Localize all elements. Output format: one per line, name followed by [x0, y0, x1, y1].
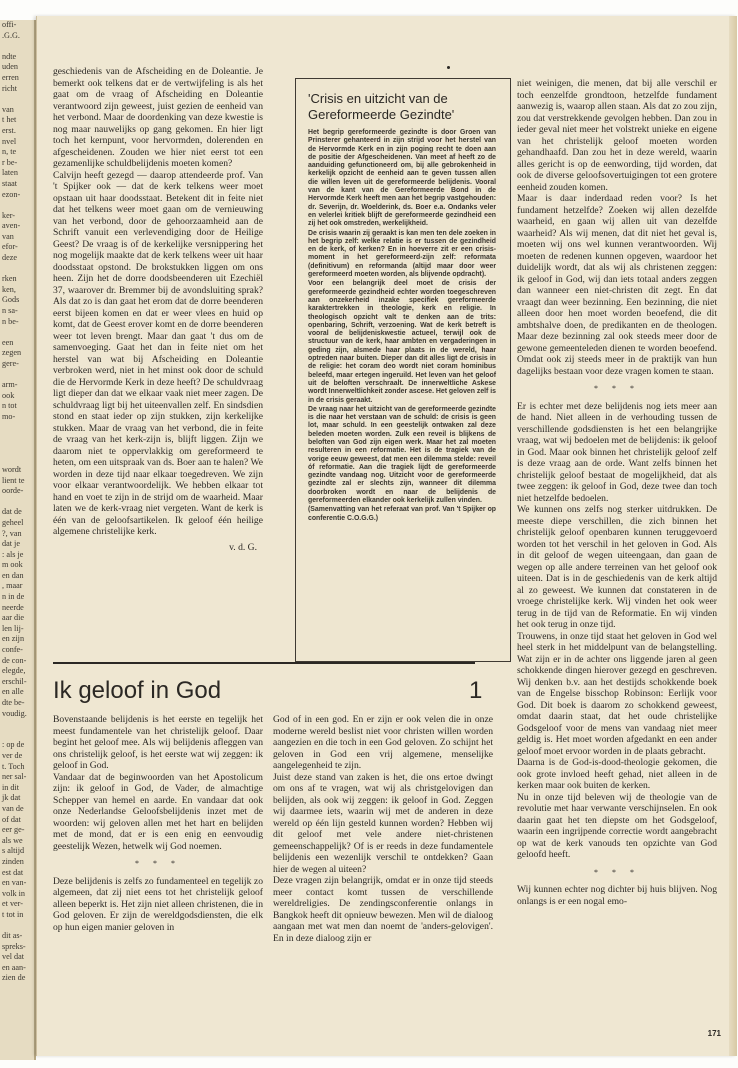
edge-fragment: zinden — [2, 856, 24, 866]
edge-fragment: als we — [2, 835, 23, 845]
article-left-a — [53, 714, 263, 852]
box-body — [308, 129, 496, 523]
edge-fragment: nvel — [2, 136, 17, 146]
edge-fragment: t tot in — [2, 909, 24, 919]
edge-fragment: Gods — [2, 295, 20, 305]
edge-fragment: n tot — [2, 401, 17, 411]
edge-fragment — [0, 719, 34, 730]
paragraph: Trouwens, in onze tijd staat het geloven in God wel heel sterk in het middelpunt van de belangstelling. Wat zijn er in de achter ons liggende jaren al geen schokkende dingen hierover gezegd en geschreven. Wij denken b.v. aan het destijds schokkende boek van de Engelse bisschop Robinson: Eerlijk voor God. Dit boek is daarom zo schokkend geweest, omdat daarin staat, dat het oude christelijke Godsgeloof voor de mens van vandaag niet meer geldig is. Het moet worden afgedankt en een ander geloof moet ervoor worden in de plaats gebracht. — [517, 630, 717, 757]
col1-paragraphs — [53, 66, 263, 538]
edge-fragment: dat je — [2, 539, 20, 549]
paragraph: Juist deze stand van zaken is het, die ons ertoe dwingt om ons af te vragen, wat wij als christgelovigen dan belijden, als ook wij zeggen: ik geloof in God. Zeggen wij daarmee iets, waarin wij met de anderen in deze wereld op één lijn gesteld kunnen worden? Hebben wij dit geloof met vele andere niet-christenen gemeenschappelijk? Of is er reeds in deze fundamentele belijdenis een wezenlijk verschil te ontdekken? Gaan hier de wegen al uiteen? — [273, 771, 493, 875]
edge-fragment — [0, 444, 34, 455]
box-paragraph: De crisis waarin zij geraakt is kan men ten dele zoeken in het begrip zelf: welke relatie is er tussen de gezindheid en de kerk, of kerken? En in hoeverre zit er een crisis-moment in het gereformeerd-zijn zelf: reformata (definitivum) en reformanda (altijd maar door weer gereformeerd moeten worden, als blijvende opdracht). — [308, 229, 496, 279]
edge-fragment: elegde, — [2, 666, 26, 676]
article-headline: Ik geloof in God — [53, 677, 222, 704]
edge-fragment: in dit — [2, 782, 20, 792]
edge-fragment: arm- — [2, 380, 18, 390]
edge-fragment: richt — [2, 83, 18, 93]
edge-fragment: van de — [2, 803, 24, 813]
edge-fragment: zien de — [2, 973, 26, 983]
edge-fragment: ner sal- — [2, 772, 27, 782]
edge-fragment — [0, 264, 34, 275]
col3-paragraphs-b — [517, 401, 717, 861]
summary-box — [295, 78, 511, 662]
box-paragraph: Voor een belangrijk deel moet de crisis der gereformeerde gezindheid echter worden toegeschreven aan onzekerheid inzake specifiek gereformeerde karaktertrekken in theologie, kerk en religie. In theologisch opzicht valt te denken aan de trits: openbaring, Schrift, verzoening. Wat de kerk betreft is vooral de belijdeniskwestie actueel, terwijl ook de structuur van de kerk, haar ambten en vergaderingen in geding zijn, alsmede haar plaats in de wereld, haar optreden naar buiten. Dieper dan dit alles ligt de crisis in de religie: het coram deo wordt niet coram hominibus beleefd, maar ertegen ingeruild. Het leven van het geloof uit de beloften verschraalt. De innerweltliche Askese wordt Innerweltlichkeit zonder ascese. Het geloven zelf is in de crisis geraakt. — [308, 280, 497, 404]
edge-fragment: ver de — [2, 750, 23, 760]
edge-fragment: lient te — [2, 475, 25, 485]
edge-fragment: een — [2, 337, 14, 347]
print-dot — [447, 66, 450, 69]
edge-fragment — [0, 423, 34, 434]
paragraph: Deze vragen zijn belangrijk, omdat er in onze tijd steeds meer contact komt tussen de verschillende wereldreligies. De zendingsconferentie onlangs in Bangkok heeft dit opnieuw bewezen. Men wil de dialoog aangaan met wat men dan noemt de 'anders-gelovigen'. En in deze dialoog zijn er — [273, 875, 493, 944]
edge-fragment: en alle — [2, 687, 24, 697]
col3-paragraphs-c — [517, 884, 717, 907]
edge-fragment: eer ge- — [2, 825, 25, 835]
article-column-left — [53, 714, 263, 1044]
edge-fragment: uden — [2, 62, 18, 72]
paragraph: Nu in onze tijd beleven wij de theologie van de revolutie met haar verwante verschijnselen. En ook daarin gaat het ten diepste om het Godsgeloof, waarin een ingrijpende correctie wordt aangebracht op wat de kerk vanouds ten opzichte van God geloofd heeft. — [517, 791, 717, 860]
paragraph: Calvijn heeft gezegd — daarop attendeerde prof. Van 't Spijker ook — dat de kerk telkens weer moet opstaan uit haar doodsstaat. Betekent dit in feite niet dat het telkens weer moet gaan om de vernieuwing van het verbond, door de gehoorzaamheid aan de Schrift vanuit een verlevendiging door de Heilige Geest? De vraag is of de kerkelijke versnippering het nog mogelijk maakte dat de kerk telkens weer uit haar doodsstaat opstond. De brokstukken liggen om ons heen. Zijn het de dorre doodsbeenderen uit Ezechiël 37, waarover dr. Bremmer bij de avondsluiting sprak? Als dat zo is dan gaat het erom dat de dorre beenderen eerst bijeen komen en dat er weer vlees en huid op komt, dat de Geest erover komt en de dorre beenderen weer tot leven brengt. Maar dan gaat 't dus om de samenvoeging. Gaat het dan in feite niet om het herstel van wat bij Afscheiding en Doleantie verbroken werd, niet in het minst ook door de schuld die de Hervormde Kerk in deze heeft? De schuldvraag ligt dieper dan dat we elkaar vaak niet meer zagen. De schuldvraag ligt bij het uiteenvallen zelf. En sindsdien stond en staat ieder op zijn stukken, zijn kerkelijke stukken. Maar de vraag van het verbond, die in feite de vraag van het kerk-zijn is, blijft liggen. Zijn we daarom niet te oppervlakkig om gereformeerd te heten, om een uitspraak van ds. Boer aan te halen? We worden in deze tijd naar elkaar toegedreven. We zijn voor elkaar verantwoordelijk. We hebben elkaar tot hand en voet te zijn in de strijd om de waarheid. Maar laten we de kerk-vraag niet vergeten. Want de kerk is één van de geloofsartikelen. Ik geloof één heilige algemene christelijke kerk. — [53, 169, 263, 537]
edge-fragment: en aan- — [2, 962, 26, 972]
edge-fragment: s altijd — [2, 846, 25, 856]
paragraph: Vandaar dat de beginwoorden van het Apostolicum zijn: ik geloof in God, de Vader, de almachtige Schepper van hemel en aarde. En vandaar dat ook onze Nederlandse Geloofsbelijdenis inzet met de woorden: wij geloven allen met het hart en belijden met de mond, dat er is een enig en eenvoudig geestelijk Wezen, hetwelk wij God noemen. — [53, 771, 263, 852]
edge-fragment: erschil- — [2, 676, 27, 686]
paragraph: Wij kunnen echter nog dichter bij huis blijven. Nog onlangs is er een nogal emo- — [517, 884, 717, 907]
column-1 — [53, 66, 263, 666]
edge-fragment: wordt — [2, 464, 22, 474]
left-page-edge — [0, 20, 36, 1060]
edge-fragment: voudig. — [2, 708, 27, 718]
edge-fragment: n in de — [2, 592, 25, 602]
edge-fragment: laten — [2, 168, 18, 178]
box-paragraph: (Samenvatting van het referaat van prof. Van 't Spijker op conferentie C.O.G.G.) — [308, 506, 496, 522]
edge-fragment: et ver- — [2, 899, 23, 909]
section-separator: * * * — [594, 384, 640, 393]
edge-fragment: dat de — [2, 507, 22, 517]
edge-fragment: m ook — [2, 560, 23, 570]
edge-fragment: dit as- — [2, 931, 23, 941]
box-title: 'Crisis en uitzicht van de Gereformeerde Gezindte' — [308, 91, 455, 122]
edge-fragment: confe- — [2, 645, 23, 655]
edge-fragment — [0, 200, 34, 211]
paragraph: We kunnen ons zelfs nog sterker uitdrukken. De meeste diepe verschillen, die zich binnen het christelijk geloof openbaren kunnen teruggevoerd worden tot het verschil in het geloven in God. Als in dit geloof de wegen uiteengaan, dan gaan de wegen op alle andere terreinen van het geloof ook uiteen. Dat is in de geschiedenis van de kerk altijd al zo geweest. We kunnen dat constateren in de vroege christelijke kerk. Wij vinden het ook weer terug in de tijd van de Reformatie. En wij vinden het ook terug in onze tijd. — [517, 504, 717, 630]
section-separator-2: * * * — [594, 867, 640, 877]
paragraph: Daarna is de God-is-dood-theologie gekomen, die ook grote invloed heeft gehad, niet alleen in de kerken maar ook buiten de kerken. — [517, 757, 717, 791]
edge-fragment: of dat — [2, 814, 21, 824]
edge-fragment — [0, 497, 34, 508]
edge-fragment: est dat — [2, 867, 24, 877]
edge-fragment: ndte — [2, 51, 17, 61]
edge-fragment: spreks- — [2, 941, 26, 951]
article-separator: * * * — [135, 859, 181, 868]
article-left-b — [53, 876, 263, 934]
edge-fragment: volk in — [2, 888, 25, 898]
edge-fragment: rken — [2, 274, 17, 284]
edge-fragment: van — [2, 104, 14, 114]
edge-fragment: erren — [2, 72, 19, 82]
paragraph: geschiedenis van de Afscheiding en de Doleantie. Je bemerkt ook telkens dat er de vertwijfeling is als het gaat om de vraag of Afscheiding en Doleantie verantwoord zijn geweest, juist gezien de eenheid van het verbond. Maar de doordenking van deze kwestie is nog maar nauwelijks op gang gekomen. En hier ligt toch het kernpunt, voor hervormden, dolerenden en afgescheidenen. Zouden we hier niet eerst tot een gezamenlijke schuldbelijdenis moeten komen? — [53, 66, 263, 169]
paragraph: Maar is daar inderdaad reden voor? Is het fundament hetzelfde? Zoeken wij allen dezelfde waarheid, en gaan wij allen uit van dezelfde waarheid? Als wij menen, dat dit niet het geval is, moeten wij ons wel kunnen verantwoorden. Wij moeten de redenen kunnen opgeven, waardoor het duidelijk wordt, dat als wij als christenen zeggen: ik geloof in God, wij dan iets totaal anders zeggen dan wanneer een niet-christen dit zegt. En dat vraagt dan weer bezinning. Een bezinning, die niet alleen door hen moet worden beoefend, die dit ambtshalve doen, de predikanten en de theologen. Maar deze bezinning zal ook steeds meer door de gewone gemeenteleden dienen te worden beoefend. Omdat ook zij steeds meer in de praktijk van hun dagelijks bestaan voor deze vragen komen te staan. — [517, 193, 717, 377]
paragraph: God of in een god. En er zijn er ook velen die in onze moderne wereld beslist niet voor christen willen worden aangezien en die toch in een God geloven. Zo schijnt het geloven in God een vrij algemene, menselijke aangelegenheid te zijn. — [273, 714, 493, 771]
edge-fragment — [0, 370, 34, 381]
article-number: 1 — [469, 677, 483, 704]
edge-fragment: efor- — [2, 242, 18, 252]
edge-fragment: n be- — [2, 316, 19, 326]
page-spine — [729, 16, 737, 1056]
edge-fragment: ken, — [2, 284, 16, 294]
edge-fragment — [0, 41, 34, 52]
paragraph: Deze belijdenis is zelfs zo fundamenteel en tegelijk zo algemeen, dat zij niet eens tot het christelijk geloof alleen beperkt is. Het zijn niet alleen christenen, die in God geloven. Er zijn de wereldgodsdiensten, die elk op hun eigen manier geloven in — [53, 875, 263, 933]
edge-fragment: n sa- — [2, 306, 18, 316]
article-rule — [53, 662, 475, 664]
edge-fragment: van — [2, 231, 14, 241]
edge-fragment: en zijn — [2, 634, 25, 644]
box-paragraph: De vraag naar het uitzicht van de gereformeerde gezindte is die naar het verstaan van de schuld: de crisis is geen lot, maar schuld. In een geestelijk ontwaken zal deze beleden moeten worden. Zulk een reveil is blijkens de beloften van God zijn eigen werk. Maar het zal moeten resulteren in een reformatie. Het is de tragiek van de vorige eeuw geweest, dat men een dilemma stelde: reveil óf reformatie. Aan die tragiek lijdt de gereformeerde gezindte vandaag nog. Uitzicht voor de gereformeerde gezindte zal er slechts zijn, wanneer dit dilemma doorbroken wordt en naar de belijdenis de gereformeerden elkander ook kerkelijk zullen vinden. — [308, 405, 496, 505]
edge-fragment: mo- — [2, 411, 16, 421]
paragraph: Bovenstaande belijdenis is het eerste en tegelijk het meest fundamentele van het christelijk geloof. Daar begint het geloof mee. Als wij belijdenis afleggen van ons christelijk geloof, is het eerste wat wij zeggen: ik geloof in God. — [53, 714, 263, 771]
edge-fragment: ker- — [2, 210, 16, 220]
edge-fragment — [0, 454, 34, 465]
magazine-page — [36, 16, 737, 1056]
edge-fragment — [0, 920, 34, 931]
edge-fragment: jk dat — [2, 793, 21, 803]
edge-fragment: gere- — [2, 359, 19, 368]
edge-fragment: aven- — [2, 221, 21, 231]
edge-fragment: ezon- — [2, 189, 21, 199]
edge-fragment: t het — [2, 115, 17, 125]
edge-fragment: : op de — [2, 740, 25, 750]
edge-fragment — [0, 94, 34, 105]
col3-paragraphs-a — [517, 78, 717, 377]
edge-fragment — [0, 327, 34, 338]
author-initials: v. d. G. — [229, 541, 257, 553]
edge-fragment: de con- — [2, 655, 27, 665]
page-number: 171 — [707, 1029, 721, 1038]
edge-fragment: vel dat — [2, 952, 25, 962]
edge-fragment: t. Toch — [2, 761, 25, 771]
edge-fragment: en van- — [2, 878, 27, 888]
edge-fragment: zegen — [2, 348, 22, 358]
edge-fragment: oorde- — [2, 486, 24, 496]
edge-fragment: deze — [2, 253, 17, 263]
edge-fragment: geheel — [2, 517, 24, 527]
edge-fragment: .G.G. — [2, 30, 20, 40]
edge-fragment: : als je — [2, 549, 24, 559]
paragraph: niet weinigen, die menen, dat bij alle verschil er toch eenzelfde grondtoon, hetzelfde fundament aanwezig is, waarop allen staan. Als dat zo zou zijn, zou dat verstrekkende gevolgen hebben. Dan zou in ieder geval niet meer het volstrekt unieke en eigene van het christelijk geloof moeten worden gehandhaafd. Dan zou het in deze wereld, waarin alles gericht is op de eenwording, tijd worden, dat ook de diverse geloofsovertuigingen tot een grotere eenheid zouden komen. — [517, 78, 717, 193]
edge-fragment: ?, van — [2, 528, 22, 538]
edge-fragment: ook — [2, 390, 15, 400]
edge-fragment: erst. — [2, 125, 16, 135]
edge-fragment: dte be- — [2, 698, 25, 707]
edge-fragment — [0, 433, 34, 444]
edge-fragment: len lij- — [2, 623, 24, 633]
edge-fragment: offi- — [2, 20, 17, 29]
column-3 — [517, 78, 717, 1056]
edge-fragment: neerde — [2, 602, 24, 612]
edge-fragment: aar die — [2, 613, 25, 623]
edge-fragment: staat — [2, 178, 18, 188]
edge-fragment: en dan — [2, 570, 24, 580]
edge-fragment: , maar — [2, 581, 23, 591]
edge-fragment: r be- — [2, 157, 18, 167]
paragraph: Er is echter met deze belijdenis nog iets meer aan de hand. Niet alleen in de verhouding tussen de verschillende godsdiensten is het een belangrijke vraag, wat wij bedoelen met de belijdenis: ik geloof in God. Maar ook binnen het christelijk geloof zelf is deze vraag aan de orde. Want zelfs binnen het christelijk geloof bestaat de mogelijkheid, dat als twee zeggen: ik geloof in God, deze twee dan toch niet hetzelfde bedoelen. — [517, 400, 717, 504]
article-column-middle — [273, 714, 493, 1044]
edge-fragment: n, te — [2, 147, 17, 157]
box-paragraph: Het begrip gereformeerde gezindte is door Groen van Prinsterer gehanteerd in zijn strijd voor het herstel van de Hervormde Kerk en in zijn poging recht te doen aan de positie der Afgescheidenen. Van meet af heeft zo de aanduiding gefunctioneerd om, bij alle gebrokenheid in kerkelijk opzicht de eenheid aan te geven tussen allen die willen leven uit de gereformeerde belijdenis. Vooral van de kant van de Gereformeerde Bond in de Hervormde Kerk heeft men aan het begrip vastgehouden: dr. Severijn, dr. Woelderink, ds. Boer e.a. Ondanks veler en velerlei kritiek blijft de gereformeerde gezindheid een zij het ook omstreden, werkelijkheid. — [308, 129, 497, 228]
article-middle — [273, 714, 493, 944]
edge-fragment — [0, 730, 34, 741]
